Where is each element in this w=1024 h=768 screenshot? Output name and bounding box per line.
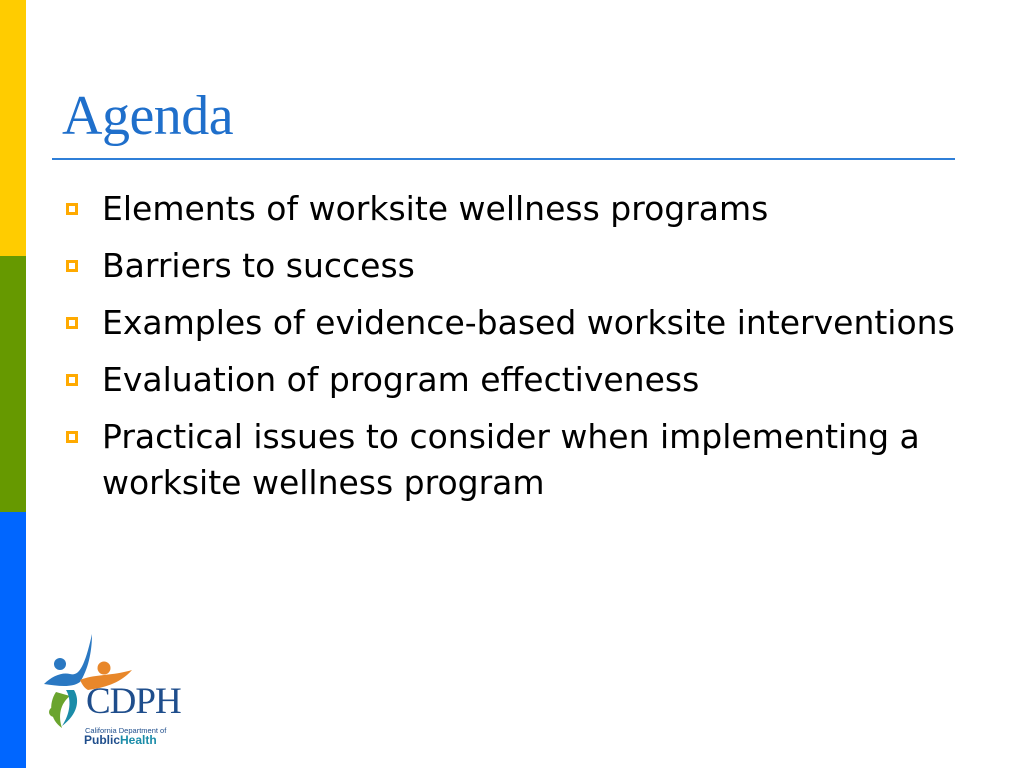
logo-public: Public xyxy=(84,733,121,747)
hollow-square-bullet-icon xyxy=(66,374,78,386)
side-bar-yellow xyxy=(0,0,26,256)
bullet-item xyxy=(64,243,994,289)
cdph-logo xyxy=(40,630,182,748)
bullet-text: Barriers to success xyxy=(102,246,415,285)
hollow-square-bullet-icon xyxy=(66,317,78,329)
logo-health: Health xyxy=(120,733,157,747)
side-bar-blue xyxy=(0,512,26,768)
side-color-bar xyxy=(0,0,26,768)
side-bar-green xyxy=(0,256,26,512)
logo-public-health xyxy=(84,734,157,747)
bullet-text: Elements of worksite wellness programs xyxy=(102,189,769,228)
title-underline-rule xyxy=(52,158,955,160)
bullet-item xyxy=(64,414,994,506)
bullet-text: Practical issues to consider when implementing a worksite wellness program xyxy=(102,417,920,502)
logo-subtitle: California Department of xyxy=(85,726,167,735)
hollow-square-bullet-icon xyxy=(66,260,78,272)
agenda-bullet-list xyxy=(64,186,994,517)
hollow-square-bullet-icon xyxy=(66,203,78,215)
bullet-text: Evaluation of program effectiveness xyxy=(102,360,700,399)
hollow-square-bullet-icon xyxy=(66,431,78,443)
logo-abbreviation: CDPH xyxy=(86,681,181,722)
bullet-item xyxy=(64,186,994,232)
bullet-item xyxy=(64,357,994,403)
bullet-text: Examples of evidence-based worksite interventions xyxy=(102,303,955,342)
bullet-item xyxy=(64,300,994,346)
slide-title: Agenda xyxy=(62,85,234,147)
